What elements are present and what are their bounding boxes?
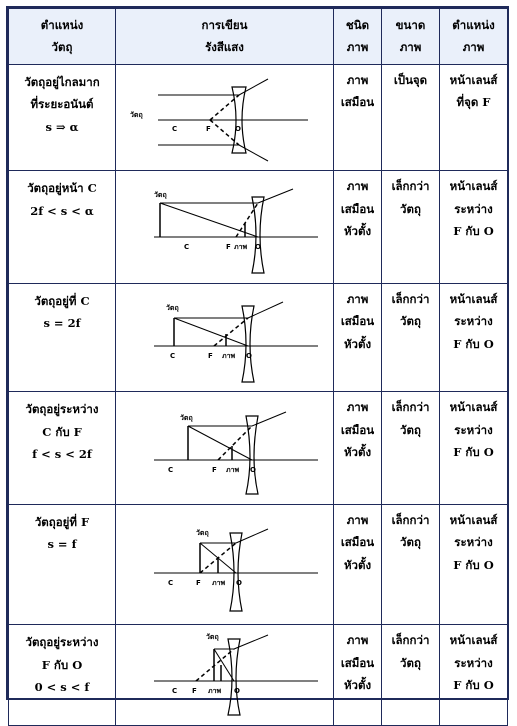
diagram-label: วัตถุ [153, 191, 167, 200]
image-type-cell: ภาพ เสมือน หัวตั้ง [334, 283, 382, 391]
image-size-cell: เล็กกว่า วัตถุ [382, 283, 440, 391]
table-row [9, 392, 508, 504]
image-type-cell: ภาพ เสมือน หัวตั้ง [334, 504, 382, 624]
diagram-label: ภาพ [207, 687, 221, 696]
header-image-position: ตำแหน่ง ภาพ [440, 9, 508, 65]
ray-diagram-beyond-c [118, 171, 332, 275]
lens-table-frame [6, 6, 509, 700]
image-position-cell: หน้าเลนส์ ระหว่าง F กับ O [440, 392, 508, 504]
diagram-label: F [191, 687, 197, 696]
image-size-cell: เล็กกว่า วัตถุ [382, 625, 440, 725]
ray-diagram-between-f-o [118, 625, 332, 717]
diagram-label: วัตถุ [205, 633, 219, 642]
ray-diagram-cell [116, 392, 334, 504]
object-position-cell: วัตถุอยู่ที่ F s = f [9, 504, 116, 624]
ray-diagram-infinity [118, 65, 332, 163]
diagram-label: F [207, 351, 213, 360]
table-row [9, 283, 508, 391]
diagram-label: F [205, 125, 211, 133]
header-image-type: ชนิด ภาพ [334, 9, 382, 65]
diagram-label: ภาพ [221, 351, 235, 360]
object-position-cell: วัตถุอยู่ระหว่าง F กับ O 0 < s < f [9, 625, 116, 725]
diagram-label: C [183, 243, 189, 252]
object-position-cell: วัตถุอยู่ที่ C s = 2f [9, 283, 116, 391]
image-type-cell: ภาพ เสมือน หัวตั้ง [334, 625, 382, 725]
ray-diagram-between-c-f [118, 392, 332, 496]
diagram-label: C [167, 466, 173, 475]
image-position-cell: หน้าเลนส์ ที่จุด F [440, 65, 508, 171]
diagram-label: F [211, 466, 217, 475]
diagram-label: O [254, 243, 261, 252]
diagram-label: F [195, 578, 201, 587]
ray-diagram-cell [116, 283, 334, 391]
table-row [9, 65, 508, 171]
image-position-cell: หน้าเลนส์ ระหว่าง F กับ O [440, 625, 508, 725]
diagram-label: O [249, 466, 256, 475]
ray-diagram-cell [116, 504, 334, 624]
image-size-cell: เล็กกว่า วัตถุ [382, 392, 440, 504]
diagram-label: O [233, 687, 240, 696]
object-position-cell: วัตถุอยู่ระหว่าง C กับ F f < s < 2f [9, 392, 116, 504]
concave-lens-image-table [8, 8, 508, 726]
diagram-label: ภาพ [225, 466, 239, 475]
diagram-label: O [234, 125, 241, 133]
diagram-label: C [167, 578, 173, 587]
diagram-label: ภาพ [233, 243, 247, 252]
ray-diagram-cell [116, 171, 334, 283]
header-image-size: ขนาด ภาพ [382, 9, 440, 65]
diagram-label: O [235, 578, 242, 587]
image-size-cell: เล็กกว่า วัตถุ [382, 171, 440, 283]
table-row [9, 504, 508, 624]
diagram-label: วัตถุ [165, 303, 179, 312]
ray-diagram-at-f [118, 505, 332, 617]
object-position-cell: วัตถุอยู่หน้า C 2f < s < α [9, 171, 116, 283]
image-position-cell: หน้าเลนส์ ระหว่าง F กับ O [440, 504, 508, 624]
table-row [9, 625, 508, 725]
header-ray-drawing: การเขียน รังสีแสง [116, 9, 334, 65]
image-type-cell: ภาพ เสมือน [334, 65, 382, 171]
image-size-cell: เป็นจุด [382, 65, 440, 171]
diagram-label: วัตถุ [179, 414, 193, 423]
diagram-label: วัตถุ [129, 111, 143, 119]
diagram-label: วัตถุ [195, 528, 209, 537]
diagram-label: C [169, 351, 175, 360]
diagram-label: C [171, 687, 177, 696]
header-row [9, 9, 508, 65]
image-type-cell: ภาพ เสมือน หัวตั้ง [334, 171, 382, 283]
diagram-label: O [245, 351, 252, 360]
image-size-cell: เล็กกว่า วัตถุ [382, 504, 440, 624]
diagram-label: C [171, 125, 177, 133]
table-row [9, 171, 508, 283]
header-object-position: ตำแหน่ง วัตถุ [9, 9, 116, 65]
ray-diagram-cell [116, 625, 334, 725]
object-position-cell: วัตถุอยู่ไกลมาก ที่ระยะอนันต์ s ⇒ α [9, 65, 116, 171]
image-position-cell: หน้าเลนส์ ระหว่าง F กับ O [440, 283, 508, 391]
diagram-label: F [225, 243, 231, 252]
diagram-label: ภาพ [211, 578, 225, 587]
ray-diagram-at-c [118, 284, 332, 384]
ray-diagram-cell [116, 65, 334, 171]
image-type-cell: ภาพ เสมือน หัวตั้ง [334, 392, 382, 504]
image-position-cell: หน้าเลนส์ ระหว่าง F กับ O [440, 171, 508, 283]
